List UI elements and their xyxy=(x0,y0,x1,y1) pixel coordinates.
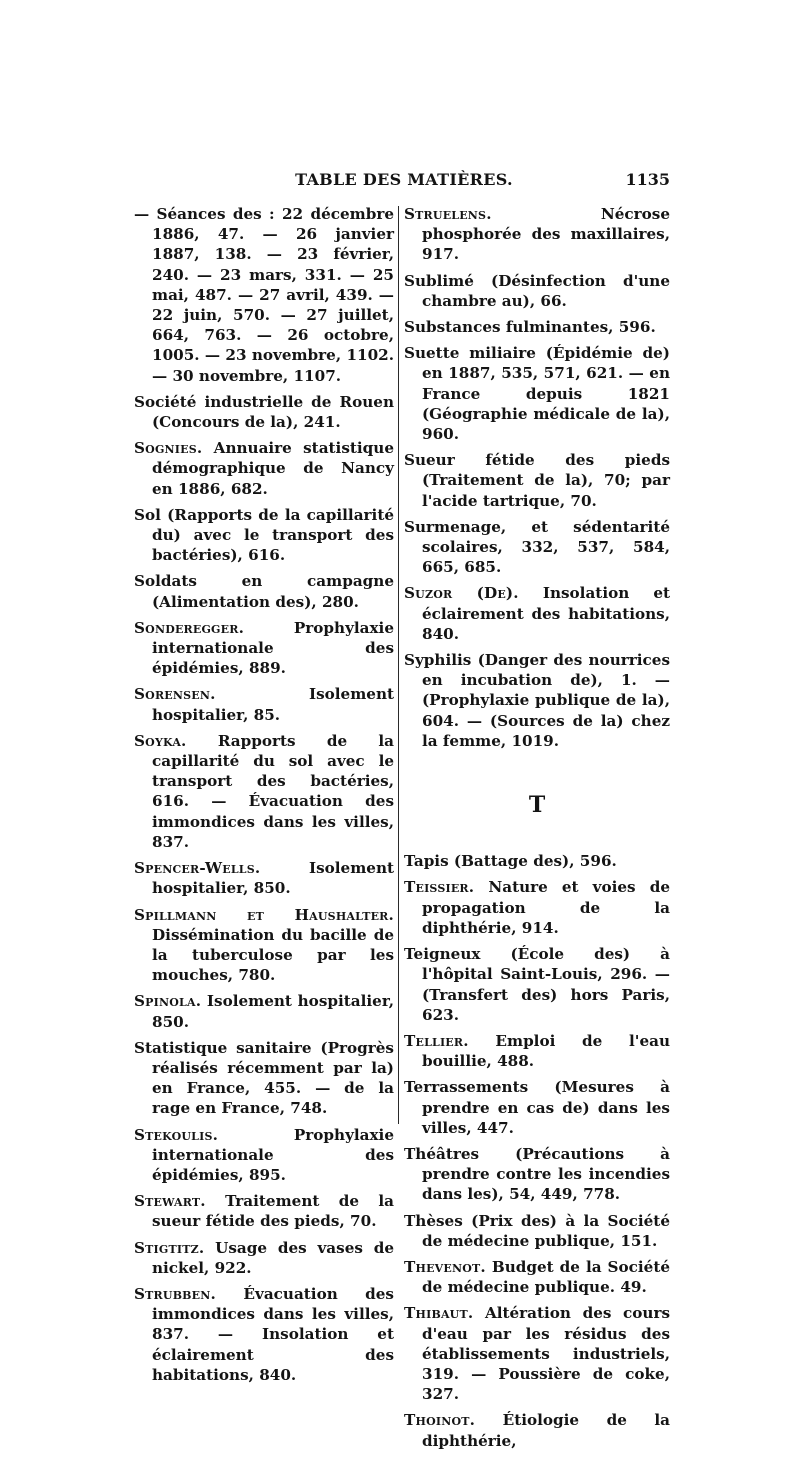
entry-text: Insolation et éclairement des habitations, 840. xyxy=(422,584,670,643)
entry-text: Altération des cours d'eau par les résidus des établissements industriels, 319. — Poussière de coke, 327. xyxy=(422,1304,670,1404)
author-name: Tellier. xyxy=(404,1031,469,1050)
index-entry xyxy=(404,1031,670,1071)
left-column xyxy=(134,204,394,1391)
entry-text: Isolement hospitalier, 85. xyxy=(152,685,394,724)
column-divider xyxy=(398,206,399,1124)
entry-text: Emploi de l'eau bouillie, 488. xyxy=(422,1031,670,1071)
index-entry xyxy=(404,517,670,578)
entry-text: Soldats en campagne (Alimentation des), 280. xyxy=(134,572,394,611)
index-entry xyxy=(404,1257,670,1297)
entry-text: Théâtres (Précautions à prendre contre les incendies dans les), 54, 449, 778. xyxy=(404,1144,670,1204)
entry-text: Thèses (Prix des) à la Société de médecine publique, 151. xyxy=(404,1211,670,1250)
author-name: Thibaut. xyxy=(404,1304,474,1323)
entry-text: Surmenage, et sédentarité scolaires, 332, 537, 584, 665, 685. xyxy=(404,517,670,577)
author-name: Stigtitz. xyxy=(134,1238,205,1257)
author-name: Spillmann et Haushalter. xyxy=(134,905,394,924)
entry-text: Isolement hospitalier, 850. xyxy=(152,992,394,1031)
index-entry xyxy=(134,731,394,852)
index-entry xyxy=(134,618,394,679)
index-entry xyxy=(134,1238,394,1278)
page-title: TABLE DES MATIÈRES. xyxy=(295,170,513,189)
entries-t xyxy=(404,851,670,1450)
entry-text: Traitement de la sueur fétide des pieds, 70. xyxy=(152,1192,394,1231)
entry-text: Nature et voies de propagation de la diphthérie, 914. xyxy=(422,878,670,937)
entry-text: Prophylaxie internationale des épidémies, 895. xyxy=(152,1125,394,1184)
author-name: Spinola. xyxy=(134,992,202,1011)
index-entry xyxy=(404,450,670,511)
entry-text: Syphilis (Danger des nourrices en incubation de), 1. — (Prophylaxie publique de la), 604. — (Sources de la) chez la femme, 1019. xyxy=(404,651,670,750)
entry-text: Étiologie de la diphthérie, xyxy=(422,1411,670,1450)
entry-text: Dissémination du bacille de la tuberculose par les mouches, 780. xyxy=(152,925,394,985)
author-name: Thoinot. xyxy=(404,1411,476,1430)
author-name: Sorensen. xyxy=(134,685,216,704)
index-entry xyxy=(404,851,670,871)
entry-text: Budget de la Société de médecine publique. 49. xyxy=(422,1257,670,1297)
author-name: Stewart. xyxy=(134,1192,206,1211)
index-entry xyxy=(134,438,394,499)
index-entry xyxy=(404,1410,670,1450)
index-entry xyxy=(134,1038,394,1119)
entry-text: Société industrielle de Rouen (Concours de la), 241. xyxy=(134,392,394,432)
author-name: Soyka. xyxy=(134,731,187,750)
index-entry xyxy=(404,944,670,1025)
page-number: 1135 xyxy=(625,170,670,189)
index-entry xyxy=(404,317,670,337)
index-entry xyxy=(404,1144,670,1205)
entry-text: Prophylaxie internationale des épidémies, 889. xyxy=(152,618,394,678)
entry-text: Terrassements (Mesures à prendre en cas de) dans les villes, 447. xyxy=(404,1078,670,1137)
index-entry xyxy=(404,204,670,265)
author-name: Thevenot. xyxy=(404,1257,486,1276)
author-name: Struelens. xyxy=(404,205,492,223)
entry-text: Isolement hospitalier, 850. xyxy=(152,859,394,898)
author-name: Spencer-Wells. xyxy=(134,859,261,878)
index-entry xyxy=(404,650,670,751)
index-entry xyxy=(404,877,670,938)
index-entry xyxy=(404,1211,670,1251)
entry-text: Substances fulminantes, 596. xyxy=(404,318,656,337)
index-entry xyxy=(404,1303,670,1404)
right-column xyxy=(404,204,670,1457)
index-entry xyxy=(134,505,394,566)
entry-text: — Séances des : 22 décembre 1886, 47. — 26 janvier 1887, 138. — 23 février, 240. — 23 mars, 331. — 25 mai, 487. — 27 avril, 439. — 22 juin, 570. — 27 juillet, 664, 763. — 26 octobre, 1005. — 23 novembre, 1102. — 30 novembre, 1107. xyxy=(134,205,394,385)
running-header xyxy=(138,170,670,196)
entry-text: Sueur fétide des pieds (Traitement de la), 70; par l'acide tartrique, 70. xyxy=(404,451,670,510)
index-entry xyxy=(134,684,394,724)
entry-text: Tapis (Battage des), 596. xyxy=(404,852,617,871)
entry-text: Teigneux (École des) à l'hôpital Saint-Louis, 296. — (Transfert des) hors Paris, 623. xyxy=(404,945,670,1024)
entry-text: Suette miliaire (Épidémie de) en 1887, 535, 571, 621. — en France depuis 1821 (Géographie médicale de la), 960. xyxy=(404,344,670,444)
index-entry xyxy=(134,1284,394,1385)
index-entry xyxy=(134,392,394,432)
index-entry xyxy=(404,583,670,644)
index-entry xyxy=(404,343,670,444)
entry-text: Annuaire statistique démographique de Nancy en 1886, 682. xyxy=(152,439,394,498)
author-name: Sonderegger. xyxy=(134,618,245,637)
index-entry xyxy=(134,858,394,898)
entry-text: Sublimé (Désinfection d'une chambre au), 66. xyxy=(404,271,670,310)
section-letter: T xyxy=(528,792,546,819)
author-name: Stekoulis. xyxy=(134,1125,219,1144)
entry-text: Évacuation des immondices dans les villes, 837. — Insolation et éclairement des habitations, 840. xyxy=(152,1284,394,1384)
index-entry xyxy=(134,571,394,611)
index-entry xyxy=(134,991,394,1031)
index-entry xyxy=(134,1191,394,1231)
entry-text: Rapports de la capillarité du sol avec le transport des bactéries, 616. — Évacuation des immondices dans les villes, 837. xyxy=(152,731,394,851)
entry-text: Nécrose phosphorée des maxillaires, 917. xyxy=(422,205,670,264)
entries-s xyxy=(404,204,670,751)
index-entry xyxy=(134,905,394,986)
author-name: Suzor (De). xyxy=(404,584,519,603)
index-entry xyxy=(404,271,670,311)
entry-text: Usage des vases de nickel, 922. xyxy=(152,1238,394,1277)
index-entry xyxy=(404,1077,670,1138)
entry-text: Statistique sanitaire (Progrès réalisés récemment par la) en France, 455. — de la rage en France, 748. xyxy=(134,1038,394,1118)
author-name: Strubben. xyxy=(134,1284,217,1303)
index-entry xyxy=(134,1125,394,1186)
entry-text: Sol (Rapports de la capillarité du) avec le transport des bactéries), 616. xyxy=(134,505,394,565)
author-name: Teissier. xyxy=(404,878,475,897)
index-entry xyxy=(134,204,394,386)
author-name: Sognies. xyxy=(134,439,203,458)
